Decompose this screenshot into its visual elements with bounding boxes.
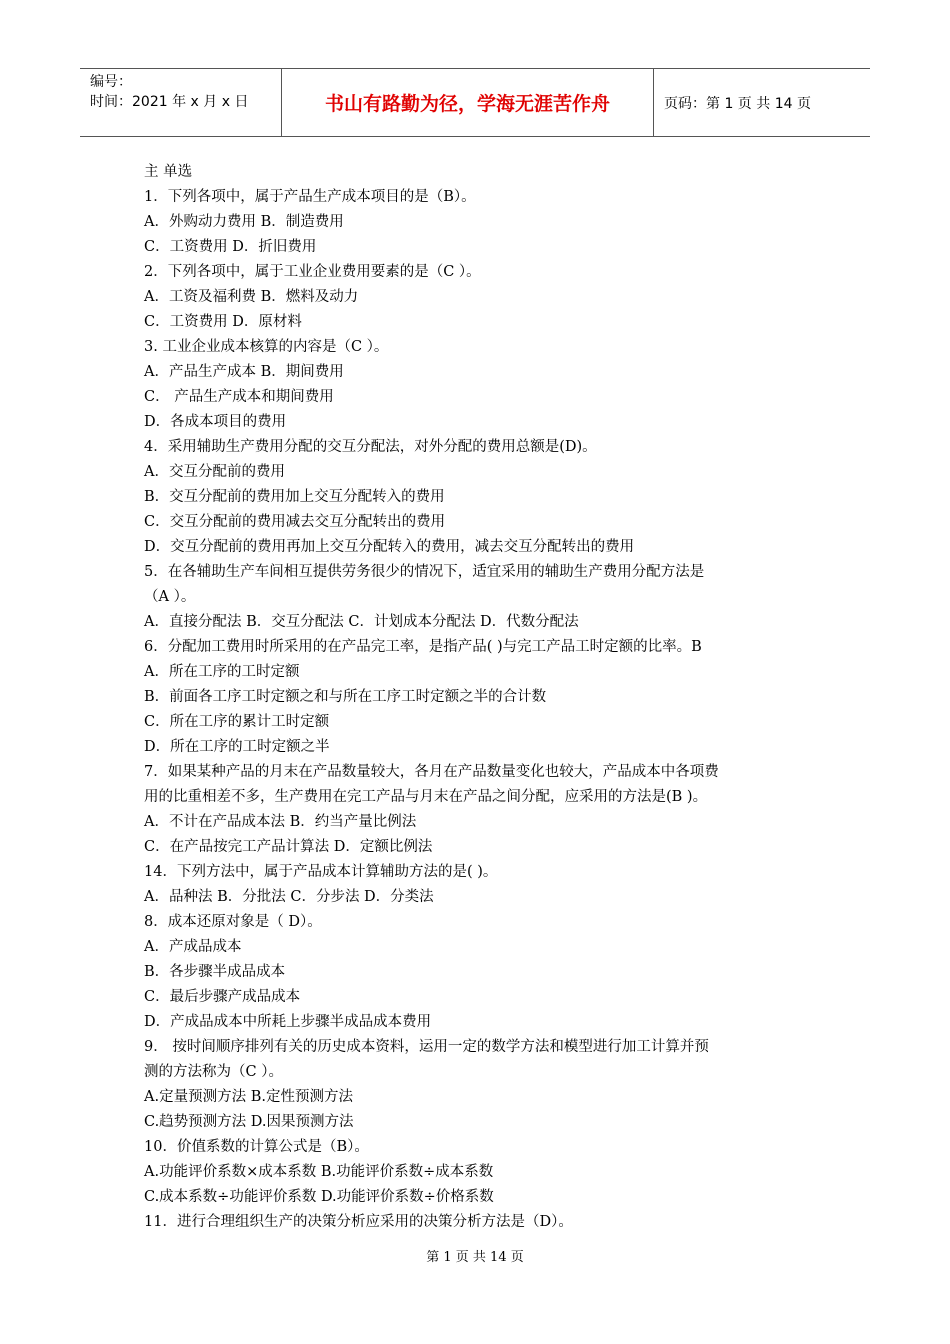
text-line: 14．下列方法中，属于产品成本计算辅助方法的是( )。 [144,864,498,880]
text-line: C． 产品生产成本和期间费用 [144,389,334,405]
text-line: 9． 按时间顺序排列有关的历史成本资料，运用一定的数学方法和模型进行加工计算并预 [144,1039,709,1055]
text-line: C．工资费用 D．折旧费用 [144,239,317,255]
text-line: 5．在各辅助生产车间相互提供劳务很少的情况下，适宜采用的辅助生产费用分配方法是 [144,564,705,580]
header-meta [80,69,282,136]
text-line: A．产成品成本 [144,939,242,955]
text-line: 11．进行合理组织生产的决策分析应采用的决策分析方法是（D）。 [144,1214,573,1230]
text-line: D．交互分配前的费用再加上交互分配转入的费用，减去交互分配转出的费用 [144,539,635,555]
text-line: A．直接分配法 B．交互分配法 C．计划成本分配法 D．代数分配法 [144,614,579,630]
text-line: 10．价值系数的计算公式是（B）。 [144,1139,369,1155]
text-line: 4．采用辅助生产费用分配的交互分配法，对外分配的费用总额是(D)。 [144,439,597,455]
text-line: C．最后步骤产成品成本 [144,989,301,1005]
text-line: 7．如果某种产品的月末在产品数量较大，各月在产品数量变化也较大，产品成本中各项费 [144,764,719,780]
text-line: C.成本系数÷功能评价系数 D.功能评价系数÷价格系数 [144,1189,494,1205]
text-line: C.趋势预测方法 D.因果预测方法 [144,1114,354,1130]
text-line: C．交互分配前的费用减去交互分配转出的费用 [144,514,446,530]
text-line: B．交互分配前的费用加上交互分配转入的费用 [144,489,445,505]
text-line: A．工资及福利费 B．燃料及动力 [144,289,359,305]
text-line: C．所在工序的累计工时定额 [144,714,330,730]
text-line: 1．下列各项中，属于产品生产成本项目的是（B）。 [144,189,476,205]
text-line: D．产成品成本中所耗上步骤半成品成本费用 [144,1014,432,1030]
text-line: A.定量预测方法 B.定性预测方法 [144,1089,353,1105]
text-line: A．品种法 B．分批法 C．分步法 D．分类法 [144,889,434,905]
header-page-info: 页码：第 1 页 共 14 页 [664,95,811,112]
text-line: D．所在工序的工时定额之半 [144,739,330,755]
text-line: 主 单选 [144,164,193,180]
page-footer: 第 1 页 共 14 页 [426,1250,524,1265]
text-line: C．在产品按完工产品计算法 D．定额比例法 [144,839,433,855]
text-line: D．各成本项目的费用 [144,414,287,430]
text-line: B．各步骤半成品成本 [144,964,286,980]
text-line: B．前面各工序工时定额之和与所在工序工时定额之半的合计数 [144,689,547,705]
text-line: A．产品生产成本 B．期间费用 [144,364,344,380]
text-line: A．所在工序的工时定额 [144,664,300,680]
text-line: A．外购动力费用 B．制造费用 [144,214,344,230]
text-line: （A ）。 [144,589,196,605]
question-list [144,160,814,1235]
text-line: 2．下列各项中，属于工业企业费用要素的是（C ）。 [144,264,481,280]
text-line: 3. 工业企业成本核算的内容是（C ）。 [144,339,389,355]
text-line: 测的方法称为（C ）。 [144,1064,283,1080]
page-header [80,68,870,137]
text-line: A．不计在产品成本法 B．约当产量比例法 [144,814,417,830]
text-line: 6．分配加工费用时所采用的在产品完工率，是指产品( )与完工产品工时定额的比率。B [144,639,702,655]
text-line: A.功能评价系数×成本系数 B.功能评价系数÷成本系数 [144,1164,494,1180]
document-date: 时间：2021 年 x 月 x 日 [90,94,249,110]
text-line: A．交互分配前的费用 [144,464,285,480]
header-motto: 书山有路勤为径，学海无涯苦作舟 [282,69,654,136]
document-number-label: 编号： [90,74,132,90]
text-line: 8．成本还原对象是（ D）。 [144,914,322,930]
text-line: 用的比重相差不多，生产费用在完工产品与月末在产品之间分配，应采用的方法是(B )。 [144,789,708,805]
text-line: C．工资费用 D．原材料 [144,314,302,330]
